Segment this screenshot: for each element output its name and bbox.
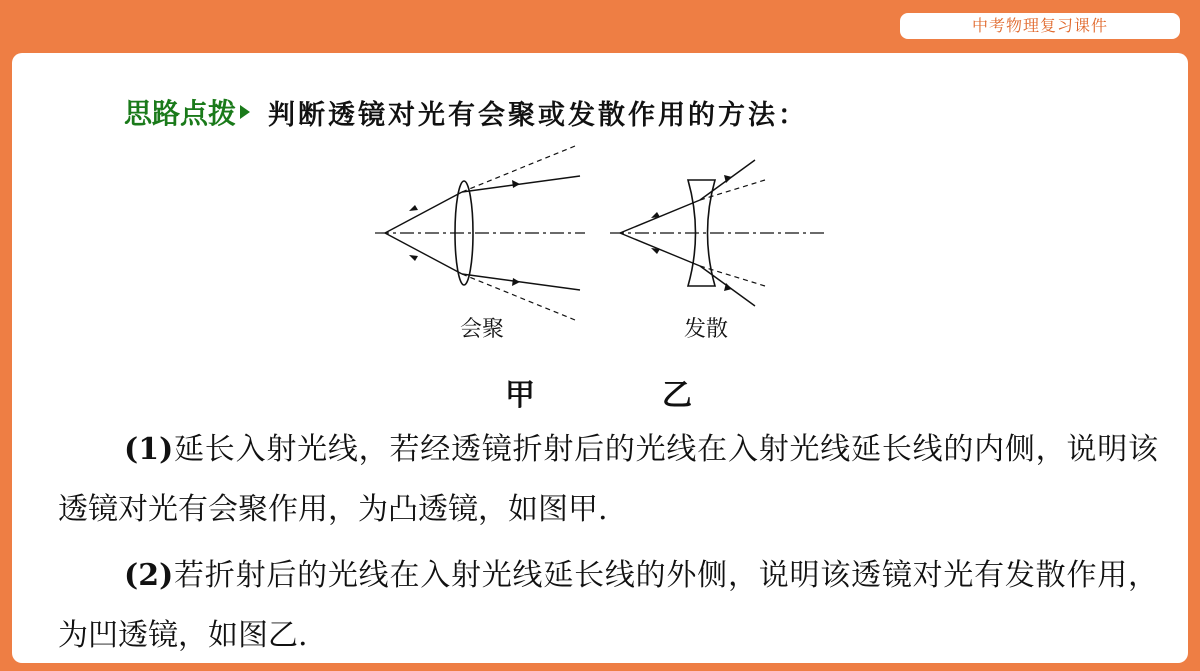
converge-caption: 会聚 bbox=[460, 317, 505, 342]
paragraph-1 bbox=[58, 420, 1158, 540]
lens-diagram bbox=[370, 140, 830, 350]
tip-heading bbox=[124, 92, 808, 132]
refracted-ray-top bbox=[462, 176, 580, 192]
paragraph-2 bbox=[58, 546, 1158, 666]
paragraph-2-number: (2) bbox=[124, 558, 174, 593]
paragraph-1-number: (1) bbox=[124, 432, 174, 467]
figure-label-a: 甲 bbox=[505, 378, 535, 413]
paragraph-1-text: 延长入射光线，若经透镜折射后的光线在入射光线延长线的内侧，说明该透镜对光有会聚作用，为凸透镜，如图甲. bbox=[58, 432, 1158, 527]
paragraph-2-text: 若折射后的光线在入射光线延长线的外侧，说明该透镜对光有发散作用，为凹透镜，如图乙. bbox=[58, 558, 1158, 653]
extension-top bbox=[700, 180, 765, 200]
refracted-ray-bottom bbox=[462, 274, 580, 290]
concave-lens-figure bbox=[610, 160, 825, 306]
figure-label-b: 乙 bbox=[662, 378, 692, 413]
incident-ray-bottom bbox=[620, 233, 700, 266]
incident-ray-top bbox=[385, 192, 462, 233]
extension-bottom bbox=[700, 266, 765, 286]
incident-ray-top bbox=[620, 200, 700, 233]
incident-ray-bottom bbox=[385, 233, 462, 274]
tip-text: 判断透镜对光有会聚或发散作用的方法： bbox=[268, 99, 809, 131]
extension-top bbox=[462, 146, 575, 192]
diverge-caption: 发散 bbox=[684, 317, 729, 342]
tip-label: 思路点拨 bbox=[124, 97, 237, 130]
convex-lens-figure bbox=[375, 146, 585, 320]
course-title-badge: 中考物理复习课件 bbox=[900, 13, 1180, 39]
play-arrow-icon bbox=[240, 105, 250, 119]
